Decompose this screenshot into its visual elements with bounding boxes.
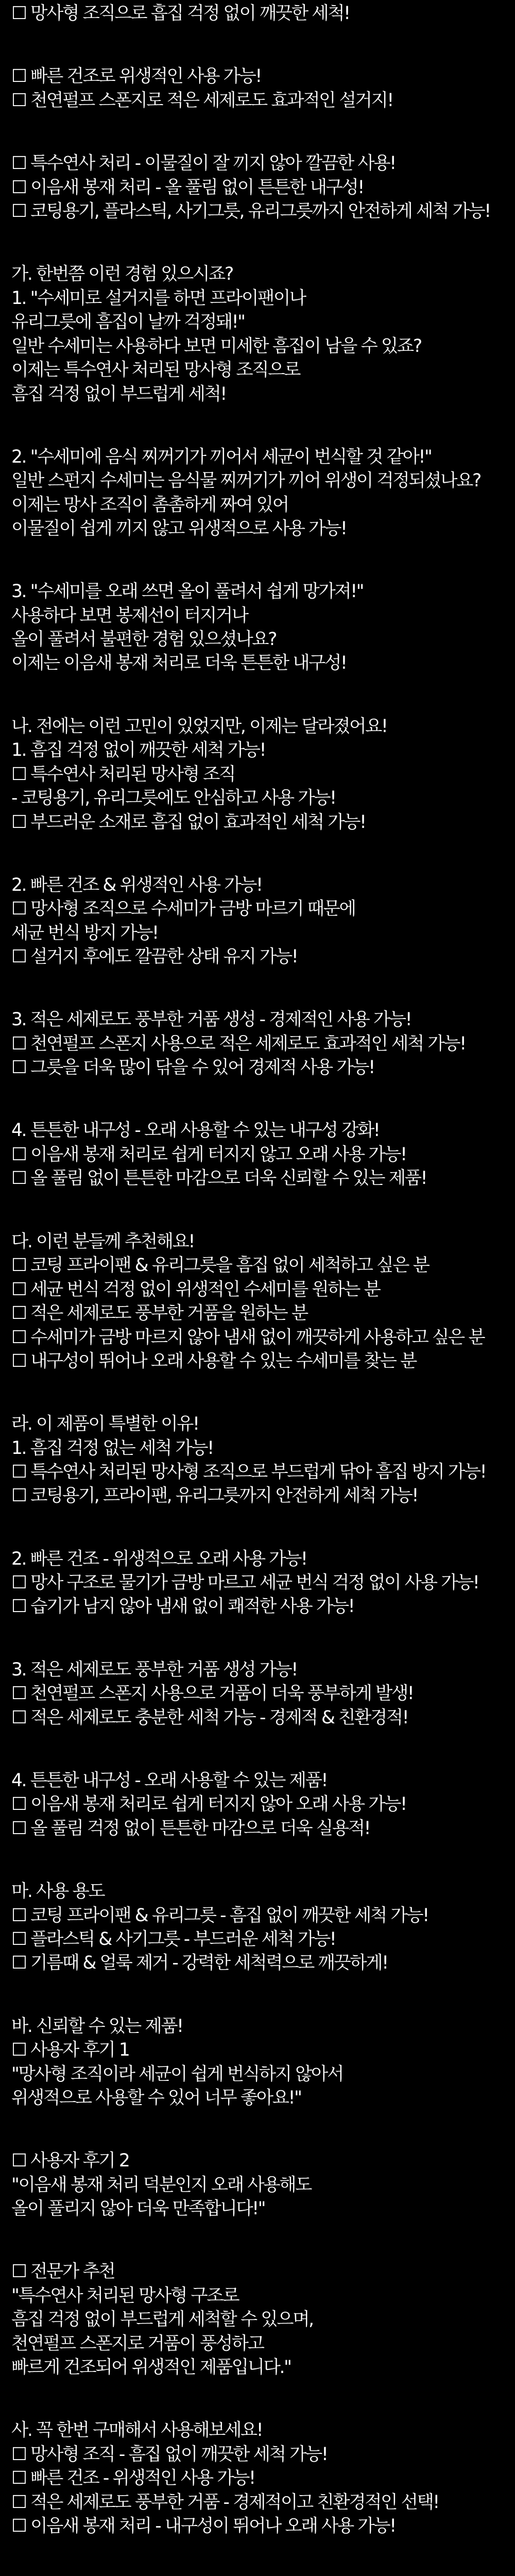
text-line: ☐ 코팅 프라이팬 & 유리그릇 - 흠집 없이 깨끗한 세척 가능! <box>11 1905 428 1926</box>
text-line: ☐ 그릇을 더욱 많이 닦을 수 있어 경제적 사용 가능! <box>11 1057 374 1078</box>
text-line: 위생적으로 사용할 수 있어 너무 좋아요!" <box>11 2088 301 2108</box>
text-line: 사용하다 보면 봉제선이 터지거나 <box>11 605 248 626</box>
text-line: 일반 수세미는 사용하다 보면 미세한 흠집이 남을 수 있죠? <box>11 336 421 357</box>
text-line: ☐ 이음새 봉재 처리 - 내구성이 뛰어나 오래 사용 가능! <box>11 2516 396 2536</box>
text-line: 가. 한번쯤 이런 경험 있으시죠? <box>11 264 233 284</box>
text-line: "이음새 봉재 처리 덕분인지 오래 사용해도 <box>11 2175 312 2195</box>
text-line: ☐ 설거지 후에도 깔끔한 상태 유지 가능! <box>11 946 298 967</box>
text-line: 일반 스펀지 수세미는 음식물 찌꺼기가 끼어 위생이 걱정되셨나요? <box>11 470 480 491</box>
text-line: 1. "수세미로 설거지를 하면 프라이팬이나 <box>11 288 305 309</box>
text-line: "망사형 조직이라 세균이 쉽게 번식하지 않아서 <box>11 2064 343 2084</box>
text-line: ☐ 이음새 봉재 처리로 쉽게 터지지 않아 오래 사용 가능! <box>11 1794 406 1815</box>
text-line: 마. 사용 용도 <box>11 1881 105 1902</box>
text-line: ☐ 전문가 추천 <box>11 2261 115 2282</box>
text-line: ☐ 세균 번식 걱정 없이 위생적인 수세미를 원하는 분 <box>11 1279 380 1300</box>
text-line: 바. 신뢰할 수 있는 제품! <box>11 2016 183 2037</box>
text-line: ☐ 기름때 & 얼룩 제거 - 강력한 세척력으로 깨끗하게! <box>11 1953 388 1973</box>
text-line: 천연펄프 스폰지로 거품이 풍성하고 <box>11 2333 264 2354</box>
text-line: ☐ 빠른 건조 - 위생적인 사용 가능! <box>11 2468 255 2488</box>
text-line: 흠집 걱정 없이 부드럽게 세척할 수 있으며, <box>11 2309 313 2330</box>
text-line: 1. 흠집 걱정 없는 세척 가능! <box>11 1438 213 1459</box>
text-line: ☐ 사용자 후기 2 <box>11 2150 129 2171</box>
text-line: 2. "수세미에 음식 찌꺼기가 끼어서 세균이 번식할 것 같아!" <box>11 447 432 467</box>
text-line: ☐ 이음새 봉재 처리로 쉽게 터지지 않고 오래 사용 가능! <box>11 1144 406 1165</box>
text-line: 2. 빠른 건조 - 위생적으로 오래 사용 가능! <box>11 1549 307 1569</box>
text-line: 사. 꼭 한번 구매해서 사용해보세요! <box>11 2420 263 2441</box>
text-line: 올이 풀리지 않아 더욱 만족합니다!" <box>11 2198 265 2219</box>
text-line: 라. 이 제품이 특별한 이유! <box>11 1414 199 1434</box>
text-line: 이제는 망사 조직이 촘촘하게 짜여 있어 <box>11 495 288 515</box>
text-line: ☐ 내구성이 뛰어나 오래 사용할 수 있는 수세미를 찾는 분 <box>11 1351 417 1371</box>
text-line: 다. 이런 분들께 추천해요! <box>11 1231 194 1252</box>
text-line: 이제는 이음새 봉재 처리로 더욱 튼튼한 내구성! <box>11 653 347 673</box>
text-line: ☐ 적은 세제로도 풍부한 거품 - 경제적이고 친환경적인 선택! <box>11 2492 439 2513</box>
text-line: ☐ 특수연사 처리 - 이물질이 잘 끼지 않아 깔끔한 사용! <box>11 153 396 174</box>
text-line: 빠르게 건조되어 위생적인 제품입니다." <box>11 2357 291 2378</box>
text-line: ☐ 망사형 조직으로 흡집 걱정 없이 깨끗한 세척! <box>11 3 350 24</box>
text-line: ☐ 망사형 조직으로 수세미가 금방 마르기 때문에 <box>11 899 355 919</box>
text-line: ☐ 이음새 봉재 처리 - 올 풀림 없이 튼튼한 내구성! <box>11 177 364 198</box>
text-line: 3. 적은 세제로도 풍부한 거품 생성 가능! <box>11 1659 297 1680</box>
text-line: 3. "수세미를 오래 쓰면 올이 풀려서 쉽게 망가져!" <box>11 581 364 602</box>
text-line: ☐ 천연펄프 스폰지 사용으로 적은 세제로도 효과적인 세척 가능! <box>11 1033 466 1054</box>
text-line: 3. 적은 세제로도 풍부한 거품 생성 - 경제적인 사용 가능! <box>11 1009 411 1030</box>
text-line: ☐ 올 풀림 없이 튼튼한 마감으로 더욱 신뢰할 수 있는 제품! <box>11 1168 427 1189</box>
text-line: 나. 전에는 이런 고민이 있었지만, 이제는 달라졌어요! <box>11 716 387 737</box>
text-line: 이물질이 쉽게 끼지 않고 위생적으로 사용 가능! <box>11 518 347 539</box>
text-line: ☐ 올 풀림 걱정 없이 튼튼한 마감으로 더욱 실용적! <box>11 1818 370 1839</box>
text-line: 4. 튼튼한 내구성 - 오래 사용할 수 있는 내구성 강화! <box>11 1120 380 1141</box>
text-line: 이제는 특수연사 처리된 망사형 조직으로 <box>11 360 300 380</box>
text-line: ☐ 플라스틱 & 사기그릇 - 부드러운 세척 가능! <box>11 1929 336 1950</box>
text-line: ☐ 특수연사 처리된 망사형 조직으로 부드럽게 닦아 흠집 방지 가능! <box>11 1462 486 1482</box>
text-line: 세균 번식 방지 가능! <box>11 923 158 943</box>
text-line: ☐ 천연펄프 스폰지로 적은 세제로도 효과적인 설거지! <box>11 90 393 111</box>
text-line: ☐ 특수연사 처리된 망사형 조직 <box>11 764 235 785</box>
text-line: ☐ 적은 세제로도 충분한 세척 가능 - 경제적 & 친환경적! <box>11 1707 408 1728</box>
text-line: ☐ 빠른 건조로 위생적인 사용 가능! <box>11 66 261 87</box>
text-line: ☐ 습기가 남지 않아 냄새 없이 쾌적한 사용 가능! <box>11 1596 354 1617</box>
text-line: "특수연사 처리된 망사형 구조로 <box>11 2285 239 2306</box>
text-line: ☐ 망사 구조로 물기가 금방 마르고 세균 번식 걱정 없이 사용 가능! <box>11 1572 479 1593</box>
text-line: 2. 빠른 건조 & 위생적인 사용 가능! <box>11 875 262 895</box>
text-line: ☐ 코팅용기, 플라스틱, 사기그릇, 유리그릇까지 안전하게 세척 가능! <box>11 201 490 222</box>
text-line: ☐ 코팅용기, 프라이팬, 유리그릇까지 안전하게 세척 가능! <box>11 1485 418 1506</box>
text-line: ☐ 사용자 후기 1 <box>11 2040 129 2060</box>
text-line: 1. 흠집 걱정 없이 깨끗한 세척 가능! <box>11 740 265 760</box>
text-line: ☐ 수세미가 금방 마르지 않아 냄새 없이 깨끗하게 사용하고 싶은 분 <box>11 1327 485 1348</box>
text-line: ☐ 부드러운 소재로 흠집 없이 효과적인 세척 가능! <box>11 812 366 833</box>
text-line: 흠집 걱정 없이 부드럽게 세척! <box>11 384 226 404</box>
text-line: 올이 풀려서 불편한 경험 있으셨나요? <box>11 629 277 650</box>
text-line: 유리그릇에 흠집이 날까 걱정돼!" <box>11 312 245 332</box>
text-line: ☐ 적은 세제로도 풍부한 거품을 원하는 분 <box>11 1303 307 1324</box>
text-line: ☐ 코팅 프라이팬 & 유리그릇을 흠집 없이 세척하고 싶은 분 <box>11 1255 429 1276</box>
text-line: ☐ 천연펄프 스폰지 사용으로 거품이 더욱 풍부하게 발생! <box>11 1683 414 1704</box>
text-line: - 코팅용기, 유리그릇에도 안심하고 사용 가능! <box>11 788 336 808</box>
text-line: ☐ 망사형 조직 - 흠집 없이 깨끗한 세척 가능! <box>11 2444 328 2465</box>
text-line: 4. 튼튼한 내구성 - 오래 사용할 수 있는 제품! <box>11 1770 327 1791</box>
